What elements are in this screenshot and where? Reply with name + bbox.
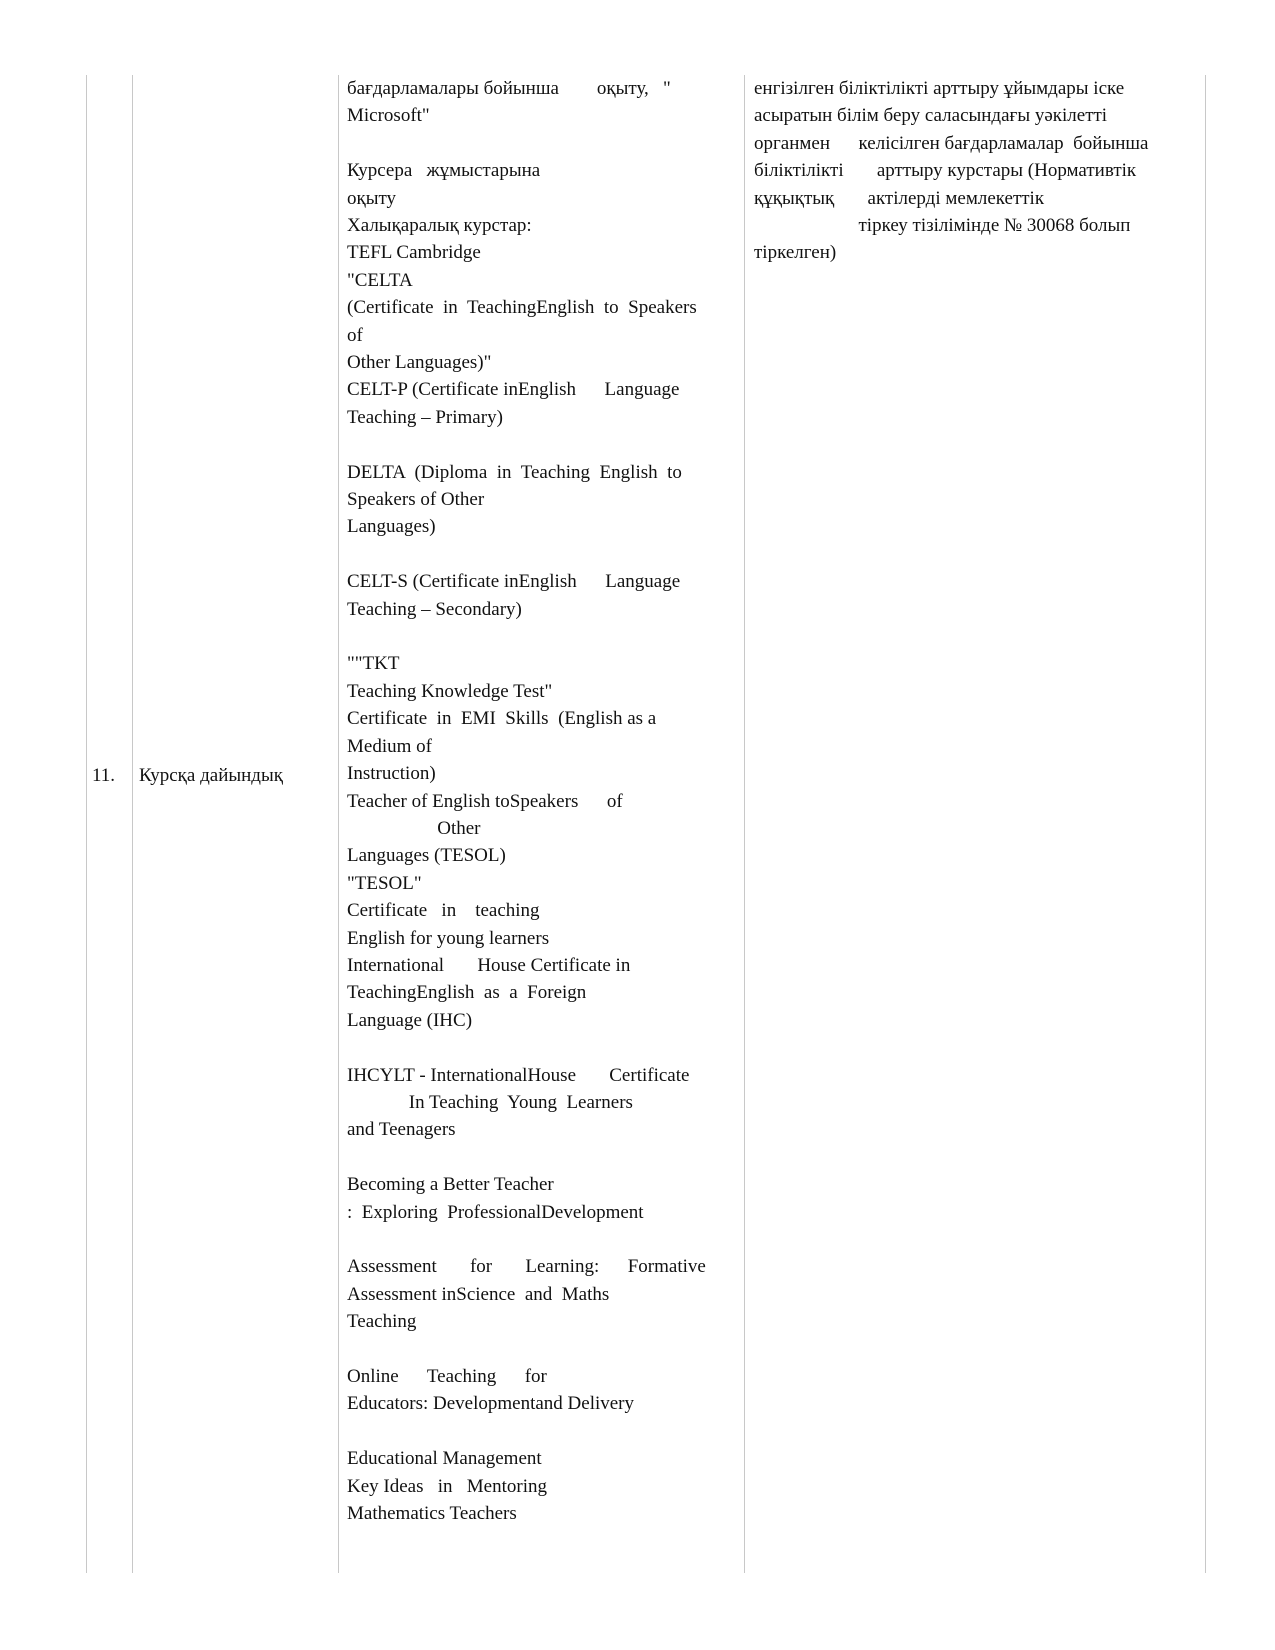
program-line: DELTA (Diploma in Teaching English to (347, 461, 682, 483)
program-line: IHCYLT - InternationalHouse Certificate (347, 1064, 690, 1086)
program-line: Online Teaching for (347, 1365, 547, 1387)
table-border-name (338, 75, 339, 1573)
program-line: Speakers of Other (347, 489, 485, 511)
program-line: Teaching – Secondary) (347, 598, 522, 620)
program-line: Other Languages)" (347, 352, 492, 374)
program-line: оқыту (347, 187, 397, 209)
note-line: органмен келісілген бағдарламалар бойынша (754, 132, 1149, 154)
program-line: Languages (TESOL) (347, 845, 506, 867)
program-line: Key Ideas in Mentoring (347, 1475, 547, 1497)
program-line: Language (IHC) (347, 1009, 473, 1031)
program-line: Mathematics Teachers (347, 1502, 517, 1524)
table-border-prog (744, 75, 745, 1573)
program-line: CELT-P (Certificate inEnglish Language (347, 379, 680, 401)
note-line: енгізілген біліктілікті арттыру ұйымдары іске (754, 78, 1125, 99)
table-border-left (86, 75, 87, 1573)
program-line: Teaching (347, 1311, 417, 1333)
program-line: TEFL Cambridge (347, 242, 481, 264)
program-line: Курсера жұмыстарына (347, 160, 541, 182)
program-line: Educators: Developmentand Delivery (347, 1393, 635, 1415)
program-line: Assessment inScience and Maths (347, 1283, 610, 1305)
note-line: құқықтық актілерді мемлекеттік (754, 187, 1045, 209)
program-line: of (347, 324, 363, 346)
program-line: Teaching – Primary) (347, 406, 503, 428)
programs-cell (347, 75, 739, 1527)
program-line: "TESOL" (347, 872, 422, 894)
program-line: Other (347, 817, 481, 839)
program-line (347, 1034, 739, 1061)
program-line: бағдарламалары бойынша оқыту, " (347, 78, 671, 99)
program-line: and Teenagers (347, 1119, 456, 1141)
program-line (347, 1418, 739, 1445)
note-line: тіркелген) (754, 242, 837, 264)
program-line (347, 431, 739, 458)
note-cell (754, 75, 1196, 267)
program-line (347, 1144, 739, 1171)
note-line: асыратын білім беру саласындағы уәкілетті (754, 105, 1108, 127)
program-line: TeachingEnglish as a Foreign (347, 982, 587, 1004)
program-line: Teaching Knowledge Test" (347, 680, 553, 702)
note-line: біліктілікті арттыру курстары (Нормативтік (754, 160, 1137, 182)
table-border-right (1205, 75, 1206, 1573)
program-line: "CELTA (347, 269, 413, 291)
program-line: Microsoft" (347, 105, 430, 127)
program-line (347, 1336, 739, 1363)
note-line: тіркеу тізілімінде № 30068 болып (754, 215, 1131, 237)
program-line: Educational Management (347, 1448, 542, 1470)
program-line: Medium of (347, 735, 432, 757)
program-line (347, 541, 739, 568)
program-line: Certificate in EMI Skills (English as a (347, 708, 657, 730)
program-line (347, 130, 739, 157)
program-line: Instruction) (347, 763, 436, 785)
program-line (347, 1226, 739, 1253)
program-line: Certificate in teaching (347, 900, 540, 922)
program-line: : Exploring ProfessionalDevelopment (347, 1201, 644, 1223)
program-line: (Certificate in TeachingEnglish to Speakers (347, 297, 697, 319)
program-line: ""TKT (347, 653, 400, 675)
table-border-num (132, 75, 133, 1573)
program-line (347, 623, 739, 650)
program-line: In Teaching Young Learners (347, 1091, 633, 1113)
program-line: International House Certificate in (347, 954, 631, 976)
row-number: 11. (92, 765, 116, 786)
program-line: CELT-S (Certificate inEnglish Language (347, 571, 681, 593)
program-line: Teacher of English toSpeakers of (347, 790, 623, 812)
row-name: Курсқа дайындық (139, 765, 283, 786)
program-line: Languages) (347, 516, 436, 538)
program-line: Assessment for Learning: Formative (347, 1256, 706, 1278)
program-line: English for young learners (347, 927, 550, 949)
program-line: Becoming a Better Teacher (347, 1174, 554, 1196)
program-line: Халықаралық курстар: (347, 215, 532, 237)
